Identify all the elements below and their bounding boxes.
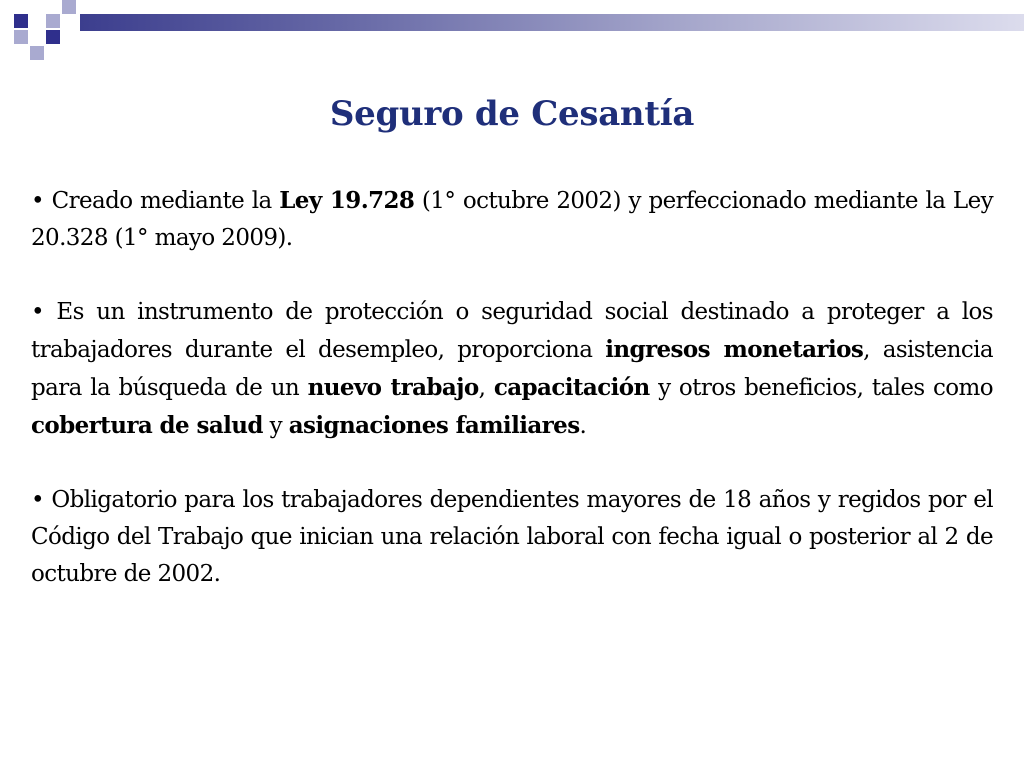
text-segment: . (579, 413, 587, 439)
bold-segment: capacitación (493, 374, 650, 401)
header-gradient-bar (80, 14, 1024, 31)
decor-square-dark (46, 30, 60, 44)
bullet-paragraph (31, 482, 993, 593)
bold-segment: Ley 19.728 (279, 187, 415, 214)
header-decoration (0, 0, 1024, 70)
bullet-paragraph (31, 294, 993, 445)
bold-segment: ingresos monetarios (605, 336, 864, 363)
decor-square-dark (14, 14, 28, 28)
decor-square-light (14, 30, 28, 44)
decor-square-light (46, 14, 60, 28)
text-segment: • Creado mediante la (31, 188, 280, 214)
text-segment: • Es un instrumento de protección o seguridad social destinado a proteger a los trabajadores durante el desempleo, proporciona (31, 299, 993, 363)
decor-square-light (62, 0, 76, 14)
text-segment: y (262, 413, 289, 439)
bold-segment: nuevo trabajo (307, 374, 479, 401)
slide-content (31, 182, 993, 593)
bold-segment: cobertura de salud (31, 412, 263, 439)
text-segment: • Obligatorio para los trabajadores dependientes mayores de 18 años y regidos por el Código del Trabajo que inician una relación laboral con fecha igual o posterior al 2 de octubre de 2002. (31, 487, 993, 587)
decor-square-light (30, 46, 44, 60)
text-segment: (1° octubre 2002) y perfeccionado mediante la Ley 20.328 (1° mayo 2009). (31, 188, 993, 251)
slide-title: Seguro de Cesantía (329, 94, 695, 134)
bullet-paragraph (31, 182, 993, 257)
text-segment: , (478, 375, 494, 401)
text-segment: , asistencia para la búsqueda de un (31, 337, 994, 401)
bold-segment: asignaciones familiares (288, 412, 580, 439)
text-segment: y otros beneficios, tales como (649, 375, 993, 401)
